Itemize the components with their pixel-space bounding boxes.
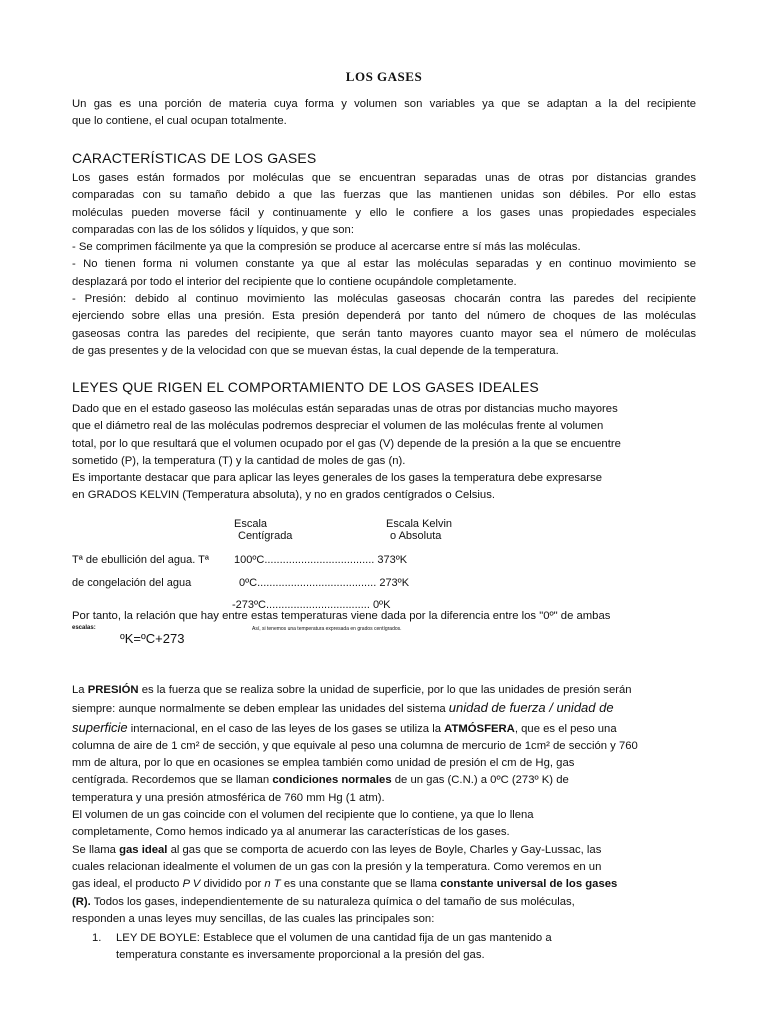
bullet-presion-line: de gas presentes y de la velocidad con que se muevan éstas, la cual depende de la temperatura. bbox=[72, 344, 559, 357]
list-item-boyle bbox=[116, 930, 696, 965]
text-line: columna de aire de 1 cm² de sección, y que equivale al peso una columna de mercurio de 1cm² de sección y 760 bbox=[72, 739, 638, 752]
text-line: comparadas con las de los sólidos y líquidos, y que son: bbox=[72, 223, 354, 236]
condiciones-normales-term: condiciones normales bbox=[272, 774, 392, 787]
text-line: Dado que en el estado gaseoso las moléculas están separadas unas de otras por distancias mucho mayores bbox=[72, 403, 618, 415]
row-congelacion-label: de congelación del agua bbox=[72, 577, 192, 589]
kelvin-formula: ºK=ºC+273 bbox=[120, 631, 185, 646]
row-absoluto-value: -273ºC.................................. 0ºK bbox=[232, 599, 391, 611]
text-line: Se llama gas ideal al gas que se comporta de acuerdo con las leyes de Boyle, Charles y Gay-Lussac, las bbox=[72, 843, 602, 856]
text-line: (R). Todos los gases, independientemente de su naturaleza química o del tamaño de sus moléculas, bbox=[72, 895, 575, 908]
col-centigrada-line2: Centígrada bbox=[238, 530, 293, 542]
text-line: El volumen de un gas coincide con el volumen del recipiente que lo contiene, ya que lo llena bbox=[72, 809, 534, 822]
text-line: LEY DE BOYLE: Establece que el volumen de una cantidad fija de un gas mantenido a bbox=[116, 932, 552, 944]
document-title: LOS GASES bbox=[345, 69, 423, 84]
relation-escalas: escalas: bbox=[72, 625, 96, 631]
text-line: que lo contiene, el cual ocupan totalmente. bbox=[72, 115, 287, 128]
text-line: responden a unas leyes muy sencillas, de las cuales las principales son: bbox=[72, 912, 435, 925]
section-heading-leyes: LEYES QUE RIGEN EL COMPORTAMIENTO DE LOS GASES IDEALES bbox=[72, 379, 539, 395]
section-heading-caracteristicas: CARACTERÍSTICAS DE LOS GASES bbox=[72, 150, 317, 166]
text-line: Es importante destacar que para aplicar las leyes generales de los gases la temperatura debe expresarse bbox=[72, 472, 602, 485]
leyes-paragraph bbox=[72, 401, 696, 505]
bullet-compresion: - Se comprimen fácilmente ya que la compresión se produce al acercarse entre sí más las moléculas. bbox=[72, 241, 581, 254]
text-line: siempre: aunque normalmente se deben emplear las unidades del sistema unidad de fuerza / unidad de bbox=[72, 700, 614, 716]
text-line: cuales relacionan idealmente el volumen de un gas con la presión y la temperatura. Como veremos en un bbox=[72, 860, 602, 873]
text-line: La PRESIÓN es la fuerza que se realiza sobre la unidad de superficie, por lo que las unidades de presión serán bbox=[72, 684, 632, 696]
presion-paragraph bbox=[72, 682, 696, 928]
row-ebullicion-label: Tª de ebullición del agua. Tª bbox=[72, 554, 209, 566]
relation-note: Así, si tenemos una temperatura expresada en grados centígrados. bbox=[252, 626, 402, 632]
atmosfera-term: ATMÓSFERA bbox=[444, 722, 515, 735]
relation-line: Por tanto, la relación que hay entre estas temperaturas viene dada por la diferencia entre los "0º" de ambas bbox=[72, 610, 611, 622]
row-ebullicion-value: 100ºC.................................... 373ºK bbox=[234, 554, 408, 566]
bullet-presion-line: ejerciendo sobre ellas una presión. Esta presión dependerá por tanto del número de choques de las moléculas bbox=[72, 310, 696, 323]
text-line: Los gases están formados por moléculas que se encuentran separadas unas de otras por distancias grandes bbox=[72, 172, 696, 184]
caracteristicas-paragraph bbox=[72, 170, 696, 360]
list-item-number: 1. bbox=[92, 932, 102, 944]
col-centigrada-line1: Escala bbox=[234, 518, 268, 530]
gas-ideal-term: gas ideal bbox=[119, 843, 168, 856]
intro-paragraph bbox=[72, 96, 696, 131]
text-line: completamente, Como hemos indicado ya al anumerar las características de los gases. bbox=[72, 826, 510, 839]
text-line: comparadas con su tamaño debido a que las fuerzas que las mantienen unidas son débiles. Por ello estas bbox=[72, 189, 696, 202]
text-line: en GRADOS KELVIN (Temperatura absoluta), y no en grados centígrados o Celsius. bbox=[72, 489, 496, 502]
text-line: moléculas pueden moverse fácil y continuamente y ello le confiere a los gases unas propiedades especiales bbox=[72, 206, 696, 219]
text-line: sometido (P), la temperatura (T) y la cantidad de moles de gas (n). bbox=[72, 454, 406, 467]
col-kelvin-line2: o Absoluta bbox=[390, 530, 442, 542]
text-line: Un gas es una porción de materia cuya forma y volumen son variables ya que se adaptan a la del recipiente bbox=[72, 98, 696, 110]
bullet-presion-line: gaseosas contra las paredes del recipiente, que serán tanto mayores cuanto mayor sea el número de moléculas bbox=[72, 327, 696, 340]
text-line: gas ideal, el producto P V dividido por n T es una constante que se llama constante universal de los gases bbox=[72, 878, 618, 891]
text-line: temperatura constante es inversamente proporcional a la presión del gas. bbox=[116, 949, 485, 962]
bullet-forma-line: desplazará por todo el interior del recipiente que lo contiene ocupándole completamente. bbox=[72, 275, 517, 288]
text-line: superficie internacional, en el caso de las leyes de los gases se utiliza la ATMÓSFERA, que es el peso una bbox=[72, 719, 617, 735]
col-kelvin-line1: Escala Kelvin bbox=[386, 518, 453, 530]
row-congelacion-value: 0ºC....................................... 273ºK bbox=[239, 577, 410, 589]
bullet-presion-line: - Presión: debido al continuo movimiento las moléculas gaseosas chocarán contra las paredes del recipiente bbox=[72, 293, 696, 306]
text-line: centígrada. Recordemos que se llaman condiciones normales de un gas (C.N.) a 0ºC (273º K) de bbox=[72, 774, 569, 787]
presion-term: PRESIÓN bbox=[87, 684, 139, 696]
text-line: mm de altura, por lo que en ocasiones se emplea también como unidad de presión el cm de Hg, gas bbox=[72, 757, 575, 770]
text-line: total, por lo que resultará que el volumen ocupado por el gas (V) depende de la presión a la que se encuentre bbox=[72, 437, 621, 450]
constante-universal-term: constante universal de los gases bbox=[440, 878, 618, 891]
text-line: que el diámetro real de las moléculas podremos despreciar el volumen de las moléculas frente al volumen bbox=[72, 420, 604, 433]
text-line: temperatura y una presión atmosférica de 760 mm Hg (1 atm). bbox=[72, 791, 385, 804]
bullet-forma-line: - No tienen forma ni volumen constante ya que al estar las moléculas separadas y en continuo movimiento se bbox=[72, 258, 696, 271]
